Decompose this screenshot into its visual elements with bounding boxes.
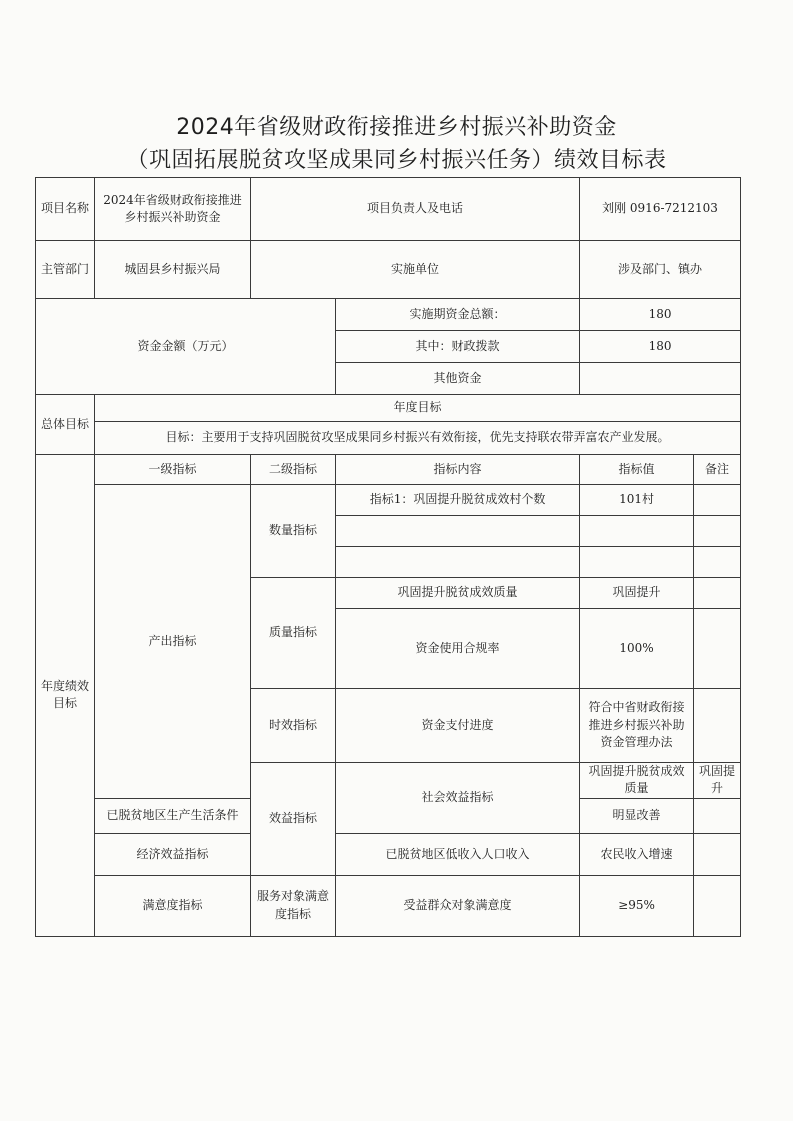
header-level2: 二级指标 bbox=[251, 455, 336, 485]
project-name-value: 2024年省级财政衔接推进乡村振兴补助资金 bbox=[95, 178, 251, 241]
quality-value-1: 巩固提升 bbox=[580, 578, 694, 609]
quantity-value-1: 101村 bbox=[580, 485, 694, 516]
department-row bbox=[36, 241, 741, 299]
annual-goal-header: 年度目标 bbox=[95, 395, 741, 422]
quantity-content-3 bbox=[336, 547, 580, 578]
funds-total-label: 实施期资金总额： bbox=[336, 299, 580, 331]
quality-indicator-label: 质量指标 bbox=[251, 578, 336, 689]
quantity-content-1: 指标1：巩固提升脱贫成效村个数 bbox=[336, 485, 580, 516]
economic-content: 已脱贫地区低收入人口收入 bbox=[336, 833, 580, 875]
funds-total-row bbox=[36, 299, 741, 331]
satisfaction-value: ≥95% bbox=[580, 875, 694, 936]
quantity-content-2 bbox=[336, 516, 580, 547]
header-content: 指标内容 bbox=[336, 455, 580, 485]
social-content-2: 已脱贫地区生产生活条件 bbox=[95, 798, 251, 833]
service-satisfaction-label: 服务对象满意度指标 bbox=[251, 875, 336, 936]
project-contact-label: 项目负责人及电话 bbox=[251, 178, 580, 241]
department-value: 城固县乡村振兴局 bbox=[95, 241, 251, 299]
quality-content-2: 资金使用合规率 bbox=[336, 609, 580, 689]
project-name-row bbox=[36, 178, 741, 241]
social-benefit-label: 社会效益指标 bbox=[336, 763, 580, 834]
header-remark: 备注 bbox=[694, 455, 741, 485]
indicator-header-row bbox=[36, 455, 741, 485]
header-value: 指标值 bbox=[580, 455, 694, 485]
quantity-remark-1 bbox=[694, 485, 741, 516]
timeliness-value: 符合中省财政衔接推进乡村振兴补助资金管理办法 bbox=[580, 689, 694, 763]
quantity-remark-2 bbox=[694, 516, 741, 547]
overall-goal-text: 目标：主要用于支持巩固脱贫攻坚成果同乡村振兴有效衔接，优先支持联农带弄富农产业发展。 bbox=[95, 422, 741, 455]
economic-benefit-row bbox=[36, 833, 741, 875]
document-title-line-1: 2024年省级财政衔接推进乡村振兴补助资金 bbox=[176, 115, 617, 140]
quality-value-2: 100% bbox=[580, 609, 694, 689]
implementing-unit-value: 涉及部门、镇办 bbox=[580, 241, 741, 299]
satisfaction-row bbox=[36, 875, 741, 936]
annual-performance-label: 年度绩效目标 bbox=[36, 455, 95, 937]
funds-amount-label: 资金金额（万元） bbox=[36, 299, 336, 395]
quantity-remark-3 bbox=[694, 547, 741, 578]
quantity-row-1 bbox=[36, 485, 741, 516]
quality-content-1: 巩固提升脱贫成效质量 bbox=[336, 578, 580, 609]
satisfaction-content: 受益群众对象满意度 bbox=[336, 875, 580, 936]
economic-value: 农民收入增速 bbox=[580, 833, 694, 875]
social-value-1: 巩固提升 bbox=[694, 763, 741, 799]
project-contact-value: 刘刚 0916-7212103 bbox=[580, 178, 741, 241]
header-level1: 一级指标 bbox=[95, 455, 251, 485]
economic-benefit-label: 经济效益指标 bbox=[95, 833, 251, 875]
overall-goal-text-row bbox=[36, 422, 741, 455]
funds-fiscal-label: 其中：财政拨款 bbox=[336, 331, 580, 363]
timeliness-indicator-label: 时效指标 bbox=[251, 689, 336, 763]
funds-total-value: 180 bbox=[580, 299, 741, 331]
funds-other-value bbox=[580, 363, 741, 395]
timeliness-content: 资金支付进度 bbox=[336, 689, 580, 763]
document-title-line-2: （巩固拓展脱贫攻坚成果同乡村振兴任务）绩效目标表 bbox=[126, 148, 667, 173]
benefit-indicator-label: 效益指标 bbox=[251, 763, 336, 876]
timeliness-remark bbox=[694, 689, 741, 763]
quantity-value-2 bbox=[580, 516, 694, 547]
output-indicator-label: 产出指标 bbox=[95, 485, 251, 799]
satisfaction-remark bbox=[694, 875, 741, 936]
department-label: 主管部门 bbox=[36, 241, 95, 299]
performance-target-table bbox=[35, 177, 741, 937]
overall-goal-label: 总体目标 bbox=[36, 395, 95, 455]
quality-remark-2 bbox=[694, 609, 741, 689]
quantity-indicator-label: 数量指标 bbox=[251, 485, 336, 578]
quality-remark-1 bbox=[694, 578, 741, 609]
overall-goal-header-row bbox=[36, 395, 741, 422]
economic-remark bbox=[694, 833, 741, 875]
funds-fiscal-value: 180 bbox=[580, 331, 741, 363]
implementing-unit-label: 实施单位 bbox=[251, 241, 580, 299]
social-value-2: 明显改善 bbox=[580, 798, 694, 833]
satisfaction-indicator-label: 满意度指标 bbox=[95, 875, 251, 936]
project-name-label: 项目名称 bbox=[36, 178, 95, 241]
social-remark-2 bbox=[694, 798, 741, 833]
quantity-value-3 bbox=[580, 547, 694, 578]
funds-other-label: 其他资金 bbox=[336, 363, 580, 395]
social-content-1: 巩固提升脱贫成效质量 bbox=[580, 763, 694, 799]
